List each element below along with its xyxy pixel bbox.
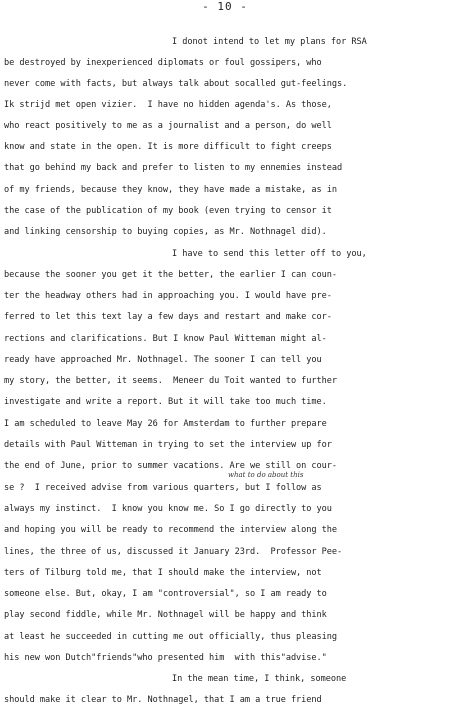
text-line: Ik strijd met open vizier. I have no hidden agenda's. As those, — [4, 100, 332, 110]
text-line: should make it clear to Mr. Nothnagel, that I am a true friend — [4, 695, 322, 705]
page-number: - 10 - — [202, 0, 248, 13]
text-line: play second fiddle, while Mr. Nothnagel will be happy and think — [4, 610, 327, 620]
text-line: rections and clarifications. But I know Paul Witteman might al- — [4, 334, 327, 344]
text-line: because the sooner you get it the better, the earlier I can coun- — [4, 270, 338, 280]
text-line: the case of the publication of my book (even trying to censor it — [4, 206, 332, 216]
text-line: at least he succeeded in cutting me out officially, thus pleasing — [4, 632, 338, 642]
text-line: In the mean time, I think, someone — [172, 674, 347, 684]
text-line: who react positively to me as a journalist and a person, do well — [4, 121, 332, 131]
text-line: that go behind my back and prefer to listen to my ennemies instead — [4, 163, 343, 173]
text-line: be destroyed by inexperienced diplomats or foul gossipers, who — [4, 58, 322, 68]
text-line: ters of Tilburg told me, that I should make the interview, not — [4, 568, 322, 578]
text-line: his new won Dutch"friends"who presented him with this"advise." — [4, 653, 327, 663]
text-line: the end of June, prior to summer vacations. Are we still on cour- — [4, 461, 338, 471]
text-line: lines, the three of us, discussed it January 23rd. Professor Pee- — [4, 547, 343, 557]
text-line: and hoping you will be ready to recommend the interview along the — [4, 525, 338, 535]
text-line: always my instinct. I know you know me. So I go directly to you — [4, 504, 332, 514]
text-line: ready have approached Mr. Nothnagel. The sooner I can tell you — [4, 355, 322, 365]
text-line: and linking censorship to buying copies, as Mr. Nothnagel did). — [4, 227, 327, 237]
text-line: se ? I received advise from various quarters, but I follow as — [4, 483, 322, 493]
text-line: ter the headway others had in approaching you. I would have pre- — [4, 291, 332, 301]
text-line: someone else. But, okay, I am "controversial", so I am ready to — [4, 589, 327, 599]
text-line: ferred to let this text lay a few days and restart and make cor- — [4, 312, 332, 322]
text-line: I have to send this letter off to you, — [172, 249, 367, 259]
text-line: investigate and write a report. But it will take too much time. — [4, 397, 327, 407]
text-line: of my friends, because they know, they have made a mistake, as in — [4, 185, 338, 195]
text-line: my story, the better, it seems. Meneer du Toit wanted to further — [4, 376, 338, 386]
text-line: I am scheduled to leave May 26 for Amsterdam to further prepare — [4, 419, 327, 429]
text-line: know and state in the open. It is more difficult to fight creeps — [4, 142, 332, 152]
text-line: I donot intend to let my plans for RSA — [172, 37, 367, 47]
text-line: never come with facts, but always talk about socalled gut-feelings. — [4, 79, 348, 89]
text-line: details with Paul Witteman in trying to set the interview up for — [4, 440, 332, 450]
handwritten-annotation: what to do about this — [228, 471, 304, 479]
